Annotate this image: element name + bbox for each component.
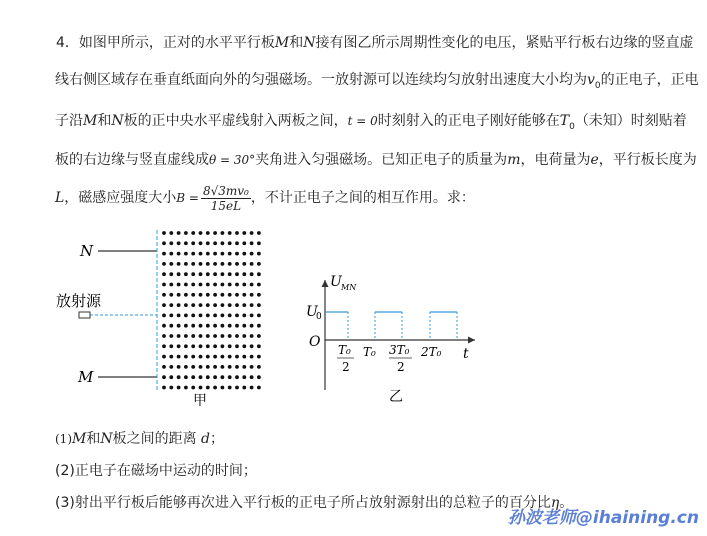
ylabel-sub: MN	[341, 283, 357, 292]
field-dot	[177, 365, 181, 369]
field-dot	[191, 272, 195, 276]
field-dot	[169, 334, 173, 338]
waveform-dashes	[348, 312, 457, 340]
field-dot	[191, 355, 195, 359]
field-dot	[213, 355, 217, 359]
field-dot	[228, 344, 232, 348]
field-dot	[191, 386, 195, 390]
field-dot	[177, 252, 181, 256]
tick-3half-T0-den: 2	[397, 360, 405, 374]
field-dot	[177, 303, 181, 307]
field-dot	[228, 272, 232, 276]
u0-label: U	[306, 304, 318, 320]
field-dot	[242, 386, 246, 390]
field-dot	[184, 324, 188, 328]
field-dot	[184, 293, 188, 297]
field-dot	[162, 324, 166, 328]
field-dot	[235, 262, 239, 266]
field-dot	[191, 334, 195, 338]
field-dot	[206, 283, 210, 287]
field-dot	[242, 241, 246, 245]
field-dot	[191, 231, 195, 235]
field-dot	[250, 375, 254, 379]
field-dot	[199, 303, 203, 307]
field-dot	[242, 334, 246, 338]
field-dot	[184, 334, 188, 338]
field-dot	[221, 241, 225, 245]
field-dot	[169, 344, 173, 348]
field-dot	[213, 375, 217, 379]
field-dot	[191, 293, 195, 297]
field-dot	[169, 293, 173, 297]
figure-yi	[300, 270, 490, 410]
field-dot	[228, 324, 232, 328]
field-dot	[242, 375, 246, 379]
caption-yi: 乙	[389, 389, 403, 405]
field-dot	[162, 303, 166, 307]
field-dot	[169, 303, 173, 307]
field-dot	[250, 314, 254, 318]
field-dot	[199, 375, 203, 379]
field-dot	[184, 365, 188, 369]
field-dot	[257, 241, 261, 245]
field-dot	[228, 375, 232, 379]
field-dot	[250, 324, 254, 328]
field-dot	[206, 293, 210, 297]
field-dot	[221, 283, 225, 287]
field-dot	[162, 334, 166, 338]
field-dot	[257, 262, 261, 266]
field-dot	[177, 272, 181, 276]
field-dot	[184, 355, 188, 359]
field-dot	[242, 303, 246, 307]
field-dot	[250, 241, 254, 245]
field-dot	[199, 241, 203, 245]
field-dot	[235, 344, 239, 348]
field-dot	[250, 283, 254, 287]
field-dot	[169, 365, 173, 369]
field-dot	[250, 252, 254, 256]
problem-line-1: 4．如图甲所示，正对的水平平行板M和N接有图乙所示周期性变化的电压，紧贴平行板右边缘的竖直虚	[56, 35, 694, 51]
field-dot	[184, 241, 188, 245]
field-dot	[177, 375, 181, 379]
field-dot	[250, 231, 254, 235]
field-dot	[199, 344, 203, 348]
field-dot	[228, 334, 232, 338]
field-dot	[257, 334, 261, 338]
field-dot	[206, 252, 210, 256]
field-dot	[177, 314, 181, 318]
field-dot	[206, 303, 210, 307]
field-dot	[213, 241, 217, 245]
b-formula-fraction: $\frac{\text{8√3mv₀}}{15eL}$	[202, 183, 249, 213]
field-dot	[169, 314, 173, 318]
field-dot	[162, 262, 166, 266]
field-dot	[206, 365, 210, 369]
field-dot	[221, 293, 225, 297]
xlabel: t	[463, 346, 469, 362]
field-dot	[242, 231, 246, 235]
problem-line-3: 子沿M和N板的正中央水平虚线射入两板之间，t = 0时刻射入的正电子刚好能够在$T_0$（未知）时刻贴着	[55, 113, 687, 132]
field-dot	[169, 375, 173, 379]
field-dot	[199, 262, 203, 266]
tick-T0: T₀	[363, 345, 376, 359]
field-dot	[177, 283, 181, 287]
field-dot	[235, 324, 239, 328]
field-dot	[184, 386, 188, 390]
field-dot	[184, 231, 188, 235]
field-dot	[199, 334, 203, 338]
magnetic-field-dots	[162, 231, 261, 389]
field-dot	[235, 314, 239, 318]
field-dot	[199, 293, 203, 297]
field-dot	[162, 314, 166, 318]
field-dot	[162, 252, 166, 256]
field-dot	[257, 293, 261, 297]
field-dot	[169, 386, 173, 390]
source-label: 放射源	[56, 292, 102, 310]
field-dot	[191, 344, 195, 348]
caption-jia: 甲	[193, 393, 207, 409]
field-dot	[250, 386, 254, 390]
field-dot	[228, 231, 232, 235]
field-dot	[199, 355, 203, 359]
field-dot	[162, 344, 166, 348]
field-dot	[257, 344, 261, 348]
field-dot	[257, 365, 261, 369]
field-dot	[257, 324, 261, 328]
field-dot	[162, 283, 166, 287]
field-dot	[221, 386, 225, 390]
problem-line-4: 板的右边缘与竖直虚线成θ = 30°夹角进入匀强磁场。已知正电子的质量为m，电荷量为e，平行板长度为	[55, 152, 697, 168]
field-dot	[177, 293, 181, 297]
field-dot	[162, 231, 166, 235]
field-dot	[213, 365, 217, 369]
field-dot	[184, 303, 188, 307]
question-1: (1)M和N板之间的距离 d；	[55, 431, 225, 447]
field-dot	[213, 314, 217, 318]
field-dot	[169, 355, 173, 359]
field-dot	[228, 355, 232, 359]
field-dot	[242, 283, 246, 287]
field-dot	[184, 314, 188, 318]
field-dot	[250, 303, 254, 307]
field-dot	[162, 375, 166, 379]
field-dot	[228, 252, 232, 256]
field-dot	[184, 344, 188, 348]
field-dot	[177, 334, 181, 338]
field-dot	[242, 262, 246, 266]
field-dot	[191, 241, 195, 245]
u0-sub: 0	[316, 312, 322, 322]
field-dot	[235, 355, 239, 359]
field-dot	[242, 314, 246, 318]
field-dot	[184, 262, 188, 266]
field-dot	[206, 344, 210, 348]
field-dot	[206, 272, 210, 276]
field-dot	[169, 272, 173, 276]
tick-3half-T0-num: 3T₀	[389, 343, 410, 357]
field-dot	[206, 231, 210, 235]
field-dot	[228, 386, 232, 390]
field-dot	[206, 314, 210, 318]
field-dot	[213, 272, 217, 276]
field-dot	[199, 252, 203, 256]
field-dot	[257, 375, 261, 379]
field-dot	[228, 241, 232, 245]
field-dot	[250, 272, 254, 276]
field-dot	[257, 231, 261, 235]
field-dot	[221, 314, 225, 318]
field-dot	[242, 252, 246, 256]
field-dot	[191, 252, 195, 256]
field-dot	[206, 355, 210, 359]
field-dot	[235, 303, 239, 307]
label-M: M	[78, 368, 94, 386]
field-dot	[221, 231, 225, 235]
field-dot	[162, 272, 166, 276]
field-dot	[169, 241, 173, 245]
field-dot	[228, 365, 232, 369]
field-dot	[242, 272, 246, 276]
field-dot	[162, 386, 166, 390]
problem-number: 4．	[56, 35, 79, 51]
field-dot	[206, 262, 210, 266]
field-dot	[235, 283, 239, 287]
field-dot	[257, 303, 261, 307]
tick-half-T0-den: 2	[342, 360, 350, 374]
field-dot	[221, 272, 225, 276]
label-N: N	[80, 242, 94, 260]
field-dot	[213, 344, 217, 348]
field-dot	[184, 375, 188, 379]
field-dot	[191, 262, 195, 266]
figure-jia	[50, 220, 280, 415]
field-dot	[242, 324, 246, 328]
field-dot	[213, 324, 217, 328]
field-dot	[213, 283, 217, 287]
field-dot	[250, 355, 254, 359]
field-dot	[199, 365, 203, 369]
field-dot	[191, 303, 195, 307]
field-dot	[169, 324, 173, 328]
field-dot	[257, 252, 261, 256]
field-dot	[242, 355, 246, 359]
field-dot	[221, 344, 225, 348]
field-dot	[206, 386, 210, 390]
field-dot	[250, 262, 254, 266]
field-dot	[221, 355, 225, 359]
field-dot	[177, 241, 181, 245]
tick-half-T0-num: T₀	[338, 343, 351, 357]
field-dot	[235, 365, 239, 369]
field-dot	[206, 324, 210, 328]
field-dot	[169, 283, 173, 287]
field-dot	[213, 334, 217, 338]
field-dot	[228, 314, 232, 318]
field-dot	[177, 262, 181, 266]
field-dot	[191, 314, 195, 318]
field-dot	[191, 375, 195, 379]
field-dot	[169, 231, 173, 235]
origin-label: O	[309, 334, 321, 350]
field-dot	[199, 272, 203, 276]
field-dot	[242, 344, 246, 348]
field-dot	[235, 272, 239, 276]
field-dot	[184, 272, 188, 276]
field-dot	[162, 355, 166, 359]
field-dot	[221, 324, 225, 328]
field-dot	[213, 293, 217, 297]
field-dot	[250, 293, 254, 297]
field-dot	[257, 355, 261, 359]
field-dot	[162, 293, 166, 297]
field-dot	[250, 344, 254, 348]
field-dot	[206, 334, 210, 338]
field-dot	[235, 334, 239, 338]
field-dot	[169, 252, 173, 256]
field-dot	[235, 293, 239, 297]
field-dot	[199, 283, 203, 287]
field-dot	[235, 375, 239, 379]
field-dot	[177, 386, 181, 390]
field-dot	[213, 262, 217, 266]
field-dot	[191, 365, 195, 369]
field-dot	[213, 303, 217, 307]
field-dot	[191, 324, 195, 328]
field-dot	[228, 262, 232, 266]
field-dot	[242, 293, 246, 297]
field-dot	[257, 314, 261, 318]
field-dot	[235, 231, 239, 235]
field-dot	[169, 262, 173, 266]
field-dot	[221, 262, 225, 266]
field-dot	[199, 386, 203, 390]
field-dot	[235, 386, 239, 390]
field-dot	[184, 283, 188, 287]
question-3: (3)射出平行板后能够再次进入平行板的正电子所占放射源射出的总粒子的百分比η。	[55, 495, 574, 511]
field-dot	[257, 386, 261, 390]
field-dot	[242, 365, 246, 369]
field-dot	[213, 386, 217, 390]
field-dot	[184, 252, 188, 256]
field-dot	[199, 314, 203, 318]
field-dot	[221, 334, 225, 338]
field-dot	[221, 252, 225, 256]
ylabel: U	[330, 274, 342, 290]
field-dot	[250, 365, 254, 369]
field-dot	[162, 241, 166, 245]
field-dot	[199, 324, 203, 328]
field-dot	[235, 252, 239, 256]
tick-2T0: 2T₀	[421, 345, 442, 359]
field-dot	[228, 293, 232, 297]
field-dot	[213, 252, 217, 256]
problem-line-5: L ，磁感应强度大小 B = $\frac{\text{8√3mv₀}}{15eL}$ ，不计正电子之间的相互作用。求：	[55, 183, 475, 213]
field-dot	[257, 272, 261, 276]
source-box	[79, 312, 90, 318]
field-dot	[228, 303, 232, 307]
problem-line-2: 线右侧区域存在垂直纸面向外的匀强磁场。一放射源可以连续均匀放射出速度大小均为$v_0$的正电子，正电	[55, 72, 699, 91]
field-dot	[177, 344, 181, 348]
field-dot	[206, 241, 210, 245]
question-2: (2)正电子在磁场中运动的时间；	[55, 463, 257, 479]
field-dot	[221, 303, 225, 307]
field-dot	[213, 231, 217, 235]
field-dot	[221, 375, 225, 379]
field-dot	[191, 283, 195, 287]
field-dot	[162, 365, 166, 369]
field-dot	[206, 375, 210, 379]
field-dot	[177, 355, 181, 359]
field-dot	[199, 231, 203, 235]
field-dot	[250, 334, 254, 338]
field-dot	[235, 241, 239, 245]
field-dot	[257, 283, 261, 287]
field-dot	[177, 231, 181, 235]
field-dot	[177, 324, 181, 328]
field-dot	[221, 365, 225, 369]
field-dot	[228, 283, 232, 287]
watermark: 孙波老师@ihaining.cn	[507, 508, 699, 528]
